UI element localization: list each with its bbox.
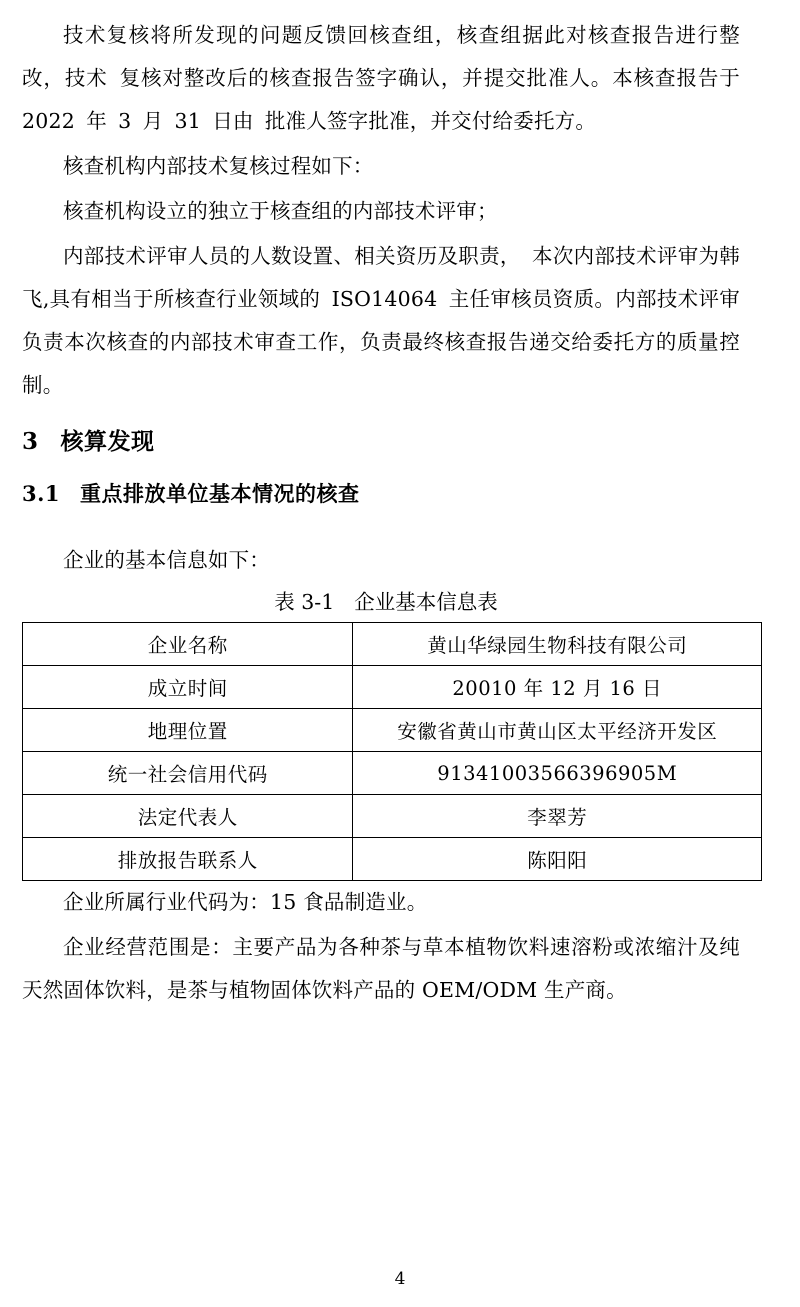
table-cell-value: 20010 年 12 月 16 日: [353, 666, 762, 709]
table-cell-value: 安徽省黄山市黄山区太平经济开发区: [353, 709, 762, 752]
spacer: [22, 521, 740, 539]
table-row: [23, 795, 762, 838]
table-cell-label: 法定代表人: [23, 795, 353, 838]
paragraph-company-info-intro: 企业的基本信息如下：: [63, 548, 270, 572]
table-cell-label: 排放报告联系人: [23, 838, 353, 881]
paragraph-review-process-intro: 核查机构内部技术复核过程如下：: [63, 154, 374, 178]
table-cell-label: 统一社会信用代码: [23, 752, 353, 795]
table-cell-value: 91341003566396905M: [353, 752, 762, 795]
section-title: 核算发现: [60, 428, 155, 455]
table-row: [23, 838, 762, 881]
table-row: [23, 752, 762, 795]
table-cell-label: 企业名称: [23, 623, 353, 666]
section-number: 3: [22, 428, 39, 455]
table-caption-title: 企业基本信息表: [354, 590, 498, 614]
table-cell-label: 地理位置: [23, 709, 353, 752]
table-row: [23, 666, 762, 709]
page-number: 4: [394, 1269, 406, 1289]
paragraph-reviewer-qualification: 内部技术评审人员的人数设置、相关资历及职责， 本次内部技术评审为韩飞,具有相当于所核查行业领域的 ISO14064 主任审核员资质。内部技术评审负责本次核查的内部技术审查工作，负责最终核查报告递交给委托方的质量控制。: [22, 244, 740, 397]
paragraph-independent-review: 核查机构设立的独立于核查组的内部技术评审；: [63, 199, 498, 223]
table-row: [23, 623, 762, 666]
table-row: [23, 709, 762, 752]
table-cell-value: 黄山华绿园生物科技有限公司: [353, 623, 762, 666]
paragraph-industry-code: 企业所属行业代码为：15 食品制造业。: [63, 890, 428, 914]
table-caption: [22, 584, 740, 620]
subsection-title: 重点排放单位基本情况的核查: [80, 481, 360, 506]
paragraph-business-scope: 企业经营范围是：主要产品为各种茶与草本植物饮料速溶粉或浓缩汁及纯天然固体饮料，是茶与植物固体饮料产品的 OEM/ODM 生产商。: [22, 935, 740, 1002]
section-heading-3: [22, 421, 740, 463]
table-caption-number: 表 3-1: [274, 590, 335, 614]
company-basic-info-table: [22, 622, 762, 881]
table-cell-value: 陈阳阳: [353, 838, 762, 881]
table-cell-value: 李翠芳: [353, 795, 762, 838]
table-body: [23, 623, 762, 881]
table-cell-label: 成立时间: [23, 666, 353, 709]
subsection-heading-3-1: [22, 473, 740, 515]
paragraph-technical-review: 技术复核将所发现的问题反馈回核查组，核查组据此对核查报告进行整改，技术 复核对整改后的核查报告签字确认，并提交批准人。本核查报告于 2022 年 3 月 31 日由 批准人签字批准，并交付给委托方。: [22, 23, 740, 133]
subsection-number: 3.1: [22, 481, 61, 506]
